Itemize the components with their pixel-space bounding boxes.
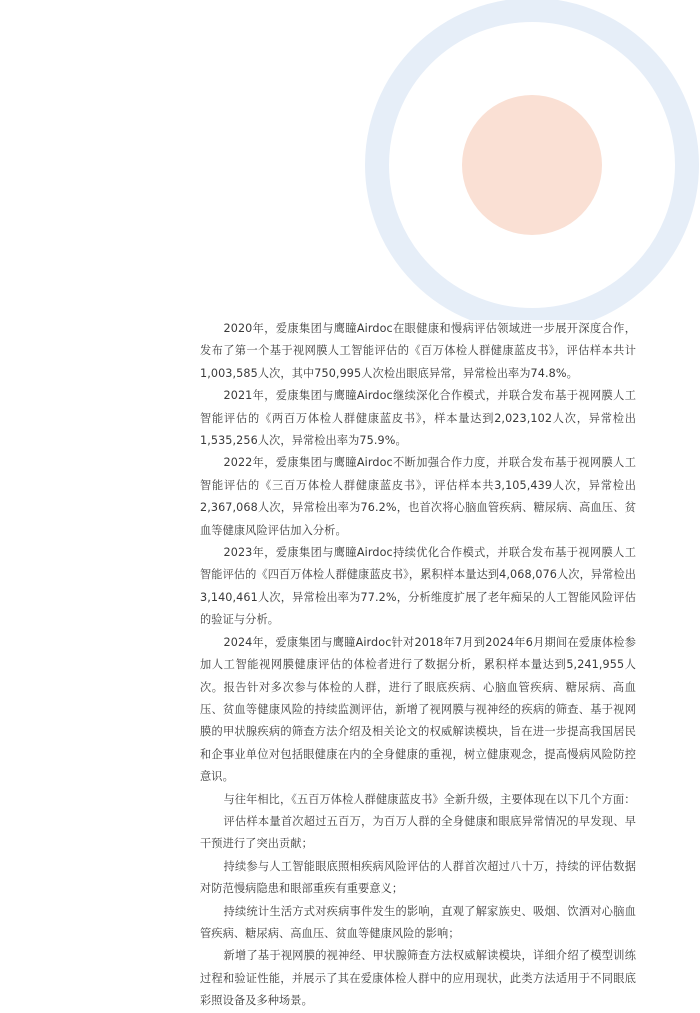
paragraph-2023: 2023年，爱康集团与鹰瞳Airdoc持续优化合作模式，并联合发布基于视网膜人工智能评估的《四百万体检人群健康蓝皮书》，累积样本量达到4,068,076人次，异常检出3,140,461人次，异常检出率为77.2%，分析维度扩展了老年痴呆的人工智能风险评估的验证与分析。 xyxy=(200,546,637,627)
paragraph-upgrade-intro: 与往年相比，《五百万体检人群健康蓝皮书》全新升级，主要体现在以下几个方面： xyxy=(223,792,636,806)
paragraph-point-4: 新增了基于视网膜的视神经、甲状腺筛查方法权威解读模块，详细介绍了模型训练过程和验证性能，并展示了其在爱康体检人群中的应用现状，此类方法适用于不同眼底彩照设备及多种场景。 xyxy=(200,949,636,1008)
paragraph-2021: 2021年，爱康集团与鹰瞳Airdoc继续深化合作模式，并联合发布基于视网膜人工智能评估的《两百万体检人群健康蓝皮书》，样本量达到2,023,102人次，异常检出1,535,256人次，异常检出率为75.9%。 xyxy=(200,389,636,448)
body-text xyxy=(200,318,636,1013)
paragraph-point-1: 评估样本量首次超过五百万，为百万人群的全身健康和眼底异常情况的早发现、早干预进行了突出贡献； xyxy=(200,814,636,851)
decorative-circles xyxy=(0,0,700,320)
paragraph-point-2: 持续参与人工智能眼底照相疾病风险评估的人群首次超过八十万，持续的评估数据对防范慢病隐患和眼部重疾有重要意义； xyxy=(200,859,636,896)
paragraph-2022: 2022年，爱康集团与鹰瞳Airdoc不断加强合作力度，并联合发布基于视网膜人工智能评估的《三百万体检人群健康蓝皮书》，评估样本共3,105,439人次，异常检出2,367,068人次，异常检出率为76.2%，也首次将心脑血管疾病、糖尿病、高血压、贫血等健康风险评估加入分析。 xyxy=(200,456,636,537)
paragraph-2020: 2020年，爱康集团与鹰瞳Airdoc在眼健康和慢病评估领域进一步展开深度合作，发布了第一个基于视网膜人工智能评估的《百万体检人群健康蓝皮书》，评估样本共计1,003,585人次，其中750,995人次检出眼底异常，异常检出率为74.8%。 xyxy=(200,322,636,380)
paragraph-point-3: 持续统计生活方式对疾病事件发生的影响，直观了解家族史、吸烟、饮酒对心脑血管疾病、糖尿病、高血压、贫血等健康风险的影响； xyxy=(200,904,636,940)
paragraph-2024: 2024年，爱康集团与鹰瞳Airdoc针对2018年7月到2024年6月期间在爱康体检参加人工智能视网膜健康评估的体检者进行了数据分析，累积样本量达到5,241,955人次。报告针对多次参与体检的人群，进行了眼底疾病、心脑血管疾病、糖尿病、高血压、贫血等健康风险的持续监测评估，新增了视网膜与视神经的疾病的筛查、基于视网膜的甲状腺疾病的筛查方法介绍及相关论文的权威解读模块，旨在进一步提高我国居民和企事业单位对包括眼健康在内的全身健康的重视，树立健康观念，提高慢病风险防控意识。 xyxy=(200,635,636,784)
inner-disc-decoration xyxy=(462,95,602,235)
